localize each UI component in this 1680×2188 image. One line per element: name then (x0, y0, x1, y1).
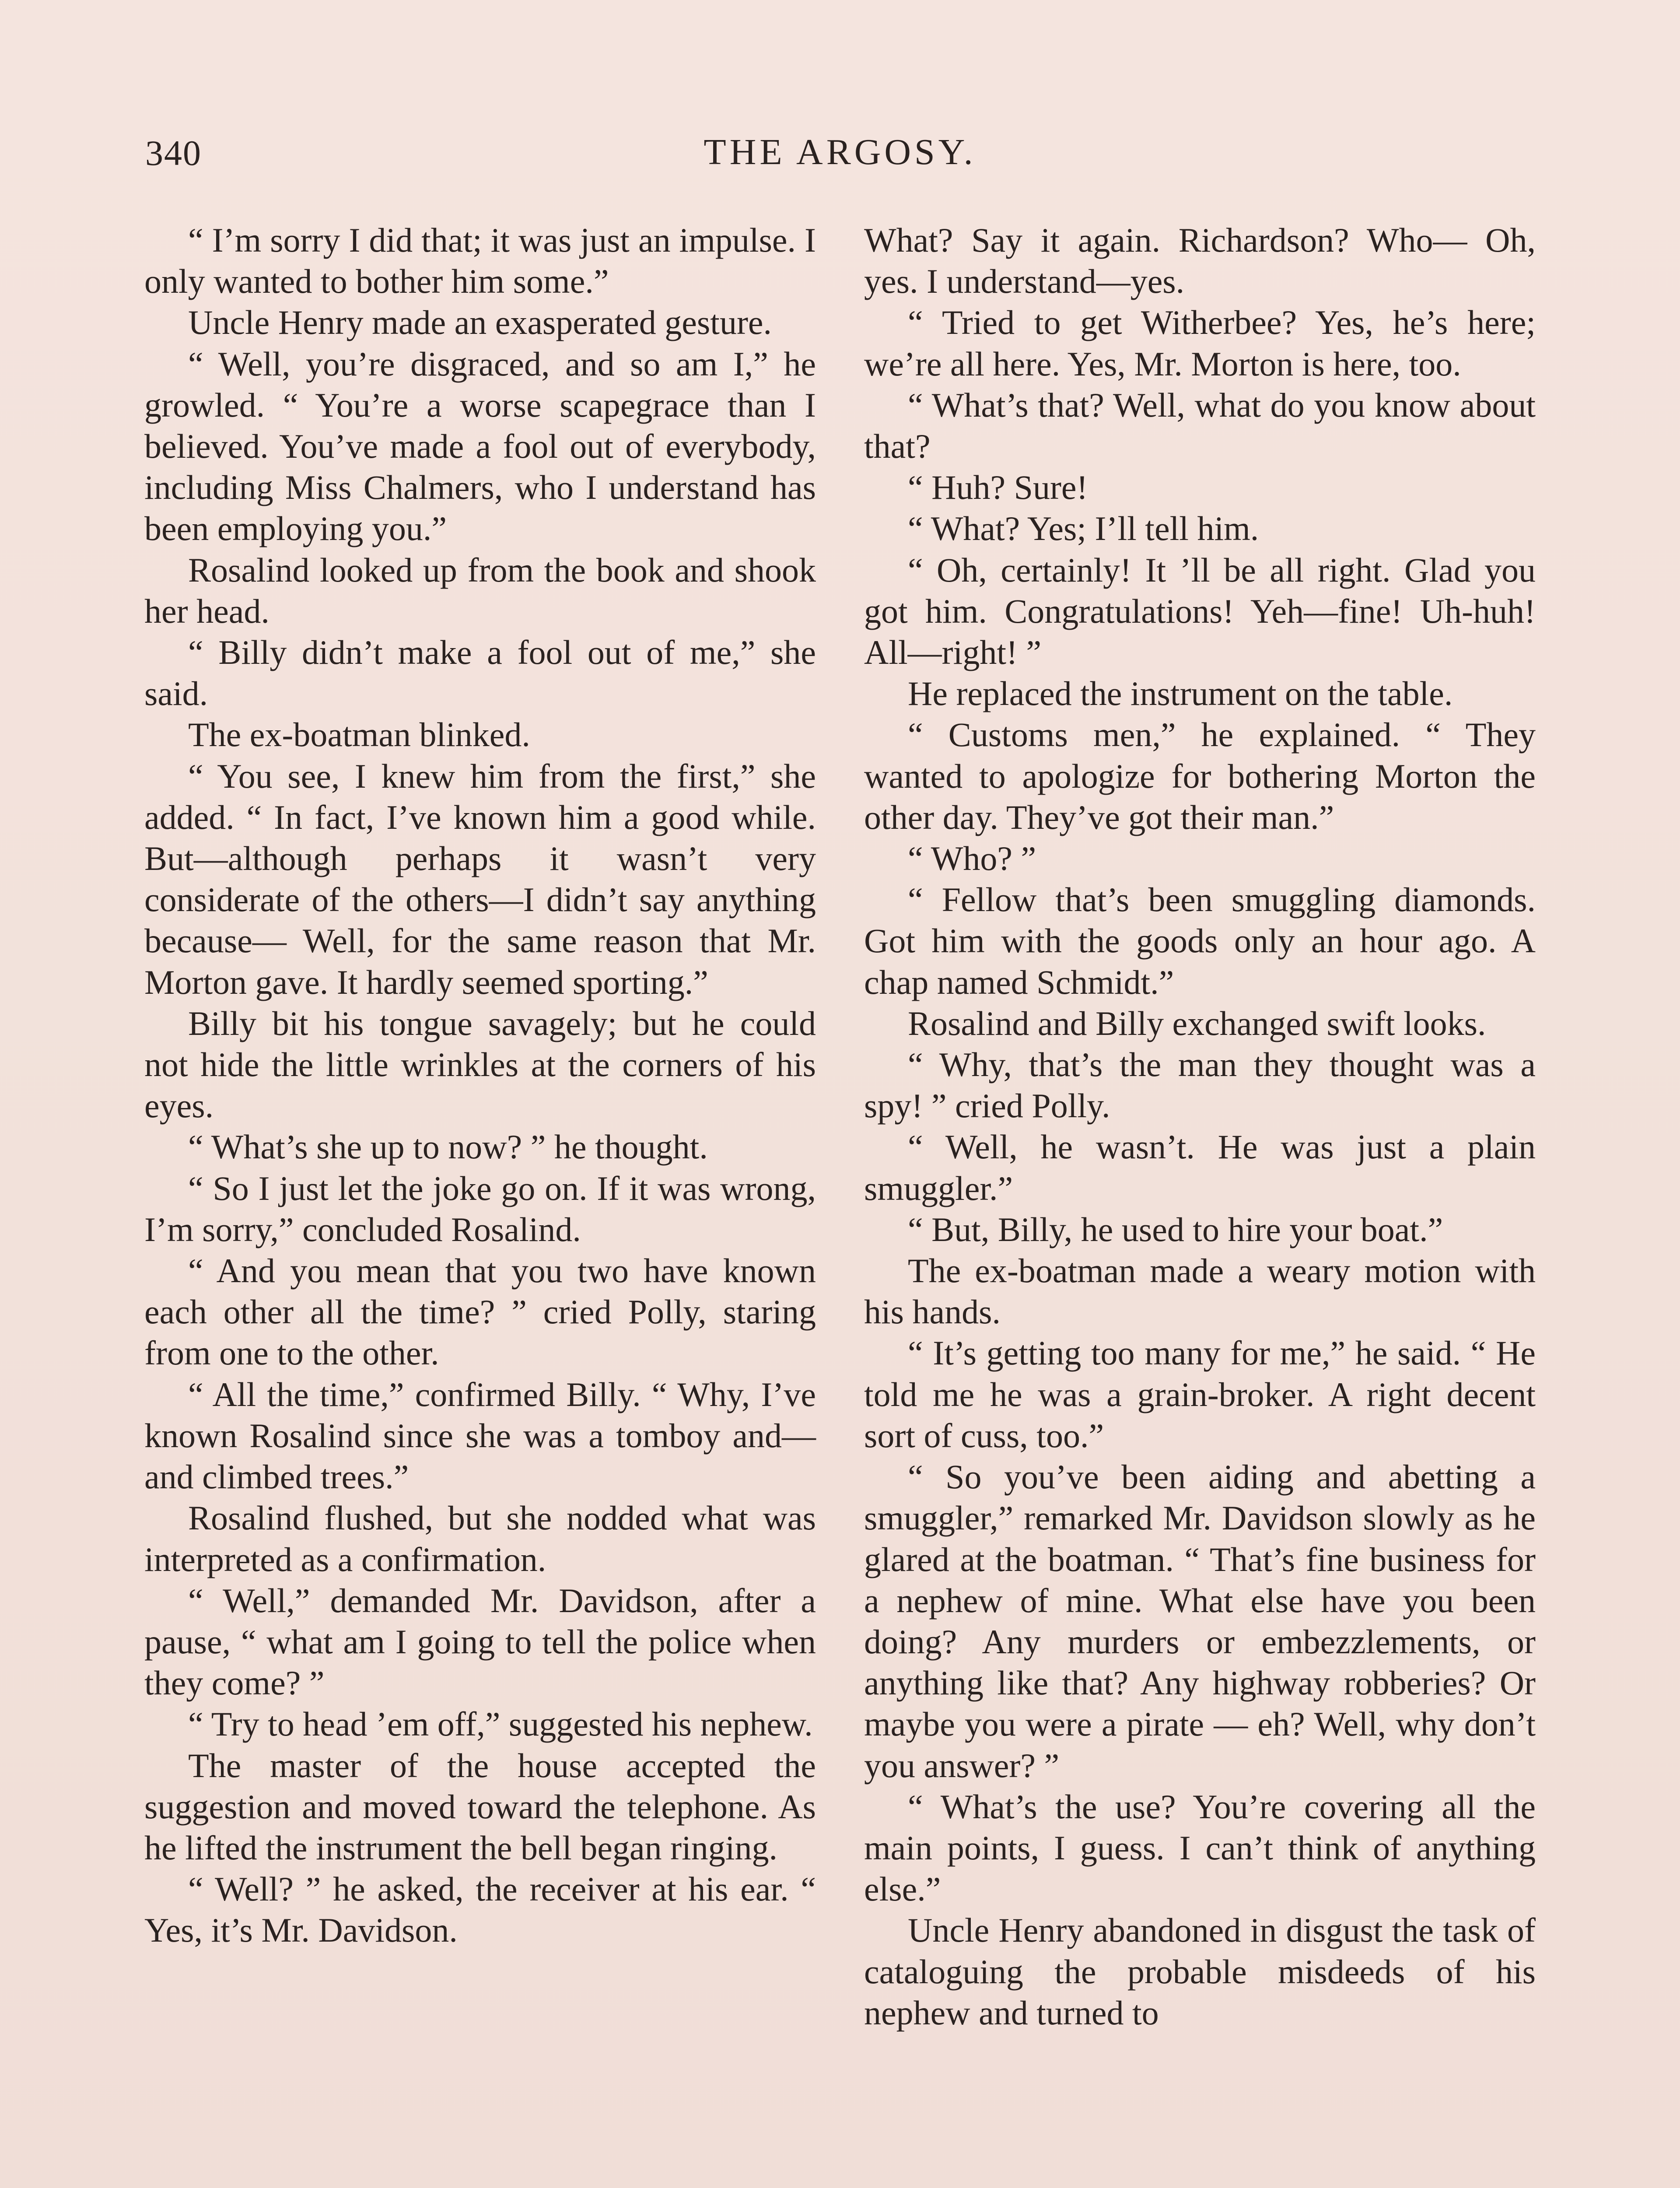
paragraph: “ Fellow that’s been smuggling diamonds. Got him with the goods only an hour ago. A chap named Schmidt.” (864, 880, 1536, 1001)
paragraph: “ Oh, certainly! It ’ll be all right. Glad you got him. Congratulations! Yeh—fine! Uh-huh! All—right! ” (864, 551, 1536, 672)
paragraph: Uncle Henry made an exasperated gesture. (188, 303, 772, 342)
paragraph: Rosalind and Billy exchanged swift looks. (908, 1004, 1486, 1042)
paragraph: “ So I just let the joke go on. If it was wrong, I’m sorry,” concluded Rosalind. (144, 1169, 816, 1248)
paragraph: The ex-boatman blinked. (188, 715, 530, 754)
continued-paragraph: What? Say it again. Richardson? Who— Oh, yes. I understand—yes. (864, 221, 1536, 301)
running-title: THE ARGOSY. (704, 132, 976, 172)
paragraph: Rosalind looked up from the book and shook her head. (144, 551, 816, 630)
paragraph: “ What? Yes; I’ll tell him. (908, 509, 1259, 548)
paragraph: Rosalind flushed, but she nodded what was interpreted as a confirmation. (144, 1499, 816, 1578)
paragraph: The ex-boatman made a weary motion with his hands. (864, 1252, 1536, 1331)
paragraph: “ Customs men,” he explained. “ They wanted to apologize for bothering Morton the other day. They’ve got their man.” (864, 715, 1536, 836)
paragraph: “ Well, you’re disgraced, and so am I,” he growled. “ You’re a worse scapegrace than I believed. You’ve made a fool out of everybody, including Miss Chalmers, who I understand has been employing you.” (144, 344, 816, 548)
paragraph: “ All the time,” confirmed Billy. “ Why, I’ve known Rosalind since she was a tomboy and—and climbed trees.” (144, 1375, 816, 1496)
paragraph: “ What’s that? Well, what do you know about that? (864, 386, 1536, 466)
paragraph: “ Who? ” (908, 839, 1036, 878)
paragraph: “ And you mean that you two have known each other all the time? ” cried Polly, staring from one to the other. (144, 1252, 816, 1372)
page-number: 340 (145, 133, 202, 173)
left-column (144, 220, 816, 1951)
paragraph: “ Why, that’s the man they thought was a spy! ” cried Polly. (864, 1045, 1536, 1125)
paragraph: “ Well,” demanded Mr. Davidson, after a pause, “ what am I going to tell the police when they come? ” (144, 1581, 816, 1702)
paragraph: The master of the house accepted the suggestion and moved toward the telephone. As he lifted the instrument the bell began ringing. (144, 1746, 816, 1867)
paragraph: “ But, Billy, he used to hire your boat.” (908, 1210, 1443, 1248)
paragraph: “ Try to head ’em off,” suggested his nephew. (188, 1705, 813, 1743)
paragraph: “ So you’ve been aiding and abetting a smuggler,” remarked Mr. Davidson slowly as he glared at the boatman. “ That’s fine business for a nephew of mine. What else have you been doing? Any murders or embezzlements, or anything like that? Any highway robberies? Or maybe you were a pirate — eh? Well, why don’t you answer? ” (864, 1458, 1536, 1785)
paragraph: “ What’s she up to now? ” he thought. (188, 1128, 708, 1166)
paragraph: “ You see, I knew him from the first,” she added. “ In fact, I’ve known him a good while. But—although perhaps it wasn’t very considerate of the others—I didn’t say anything because— Well, for the same reason that Mr. Morton gave. It hardly seemed sporting.” (144, 757, 816, 1001)
paragraph: “ It’s getting too many for me,” he said. “ He told me he was a grain-broker. A right decent sort of cuss, too.” (864, 1334, 1536, 1455)
paragraph: “ Tried to get Witherbee? Yes, he’s here; we’re all here. Yes, Mr. Morton is here, too. (864, 303, 1536, 383)
paragraph: “ Well? ” he asked, the receiver at his ear. “ Yes, it’s Mr. Davidson. (144, 1870, 816, 1950)
right-column (864, 220, 1536, 2034)
paragraph: “ What’s the use? You’re covering all the main points, I guess. I can’t think of anything else.” (864, 1787, 1536, 1908)
paragraph: Billy bit his tongue savagely; but he could not hide the little wrinkles at the corners of his eyes. (144, 1004, 816, 1125)
paragraph: He replaced the instrument on the table. (908, 674, 1453, 713)
paragraph: “ I’m sorry I did that; it was just an impulse. I only wanted to bother him some.” (144, 221, 816, 301)
paragraph: “ Billy didn’t make a fool out of me,” she said. (144, 633, 816, 713)
paragraph: Uncle Henry abandoned in disgust the task of cataloguing the probable misdeeds of his nephew and turned to (864, 1911, 1536, 2032)
paragraph: “ Well, he wasn’t. He was just a plain smuggler.” (864, 1128, 1536, 1207)
paragraph: “ Huh? Sure! (908, 468, 1088, 507)
